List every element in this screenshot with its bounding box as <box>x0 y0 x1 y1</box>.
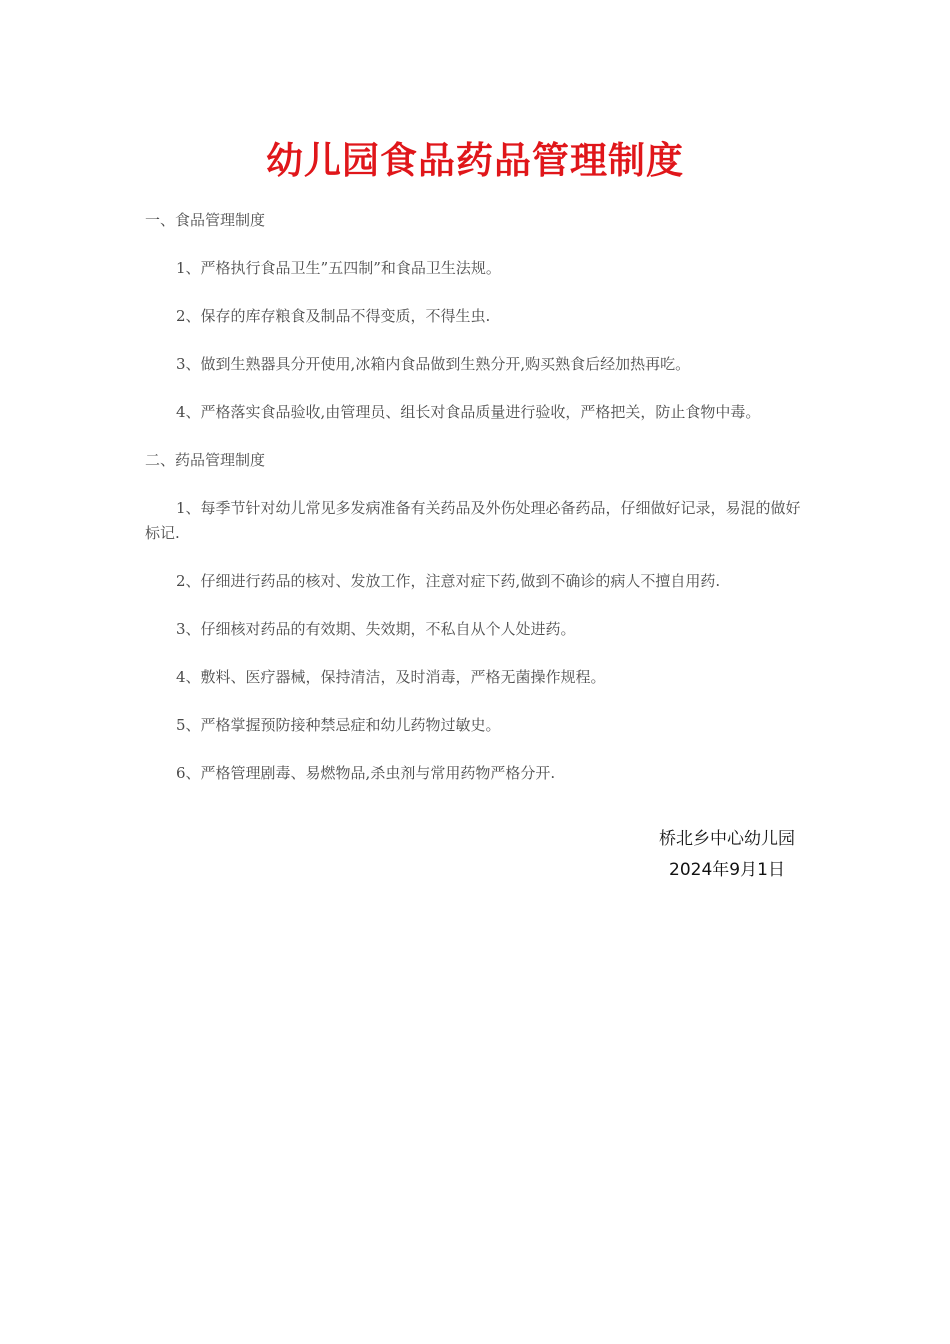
medicine-rule-5: 5、严格掌握预防接种禁忌症和幼儿药物过敏史。 <box>176 716 501 734</box>
food-rule-4: 4、严格落实食品验收,由管理员、组长对食品质量进行验收，严格把关，防止食物中毒。 <box>176 403 761 421</box>
document-body <box>145 208 810 809</box>
document-title: 幼儿园食品药品管理制度 <box>266 138 684 182</box>
food-rule-3: 3、做到生熟器具分开使用,冰箱内食品做到生熟分开,购买熟食后经加热再吃。 <box>176 355 691 373</box>
section-heading-medicine: 二、药品管理制度 <box>145 451 266 469</box>
signature-date: 2024年9月1日 <box>669 860 785 880</box>
medicine-rule-4: 4、敷料、医疗器械，保持清洁，及时消毒，严格无菌操作规程。 <box>176 668 606 686</box>
medicine-rule-6: 6、严格管理剧毒、易燃物品,杀虫剂与常用药物严格分开. <box>176 764 556 782</box>
signature-organization: 桥北乡中心幼儿园 <box>659 829 795 849</box>
food-rule-1: 1、严格执行食品卫生”五四制”和食品卫生法规。 <box>176 259 501 277</box>
medicine-rule-2: 2、仔细进行药品的核对、发放工作，注意对症下药,做到不确诊的病人不擅自用药. <box>176 572 721 590</box>
medicine-rule-3: 3、仔细核对药品的有效期、失效期，不私自从个人处进药。 <box>176 620 576 638</box>
section-heading-food: 一、食品管理制度 <box>145 211 266 229</box>
medicine-rule-1: 1、每季节针对幼儿常见多发病准备有关药品及外伤处理必备药品，仔细做好记录，易混的做好标记. <box>145 499 801 542</box>
signature-block <box>659 824 795 886</box>
food-rule-2: 2、保存的库存粮食及制品不得变质，不得生虫. <box>176 307 491 325</box>
